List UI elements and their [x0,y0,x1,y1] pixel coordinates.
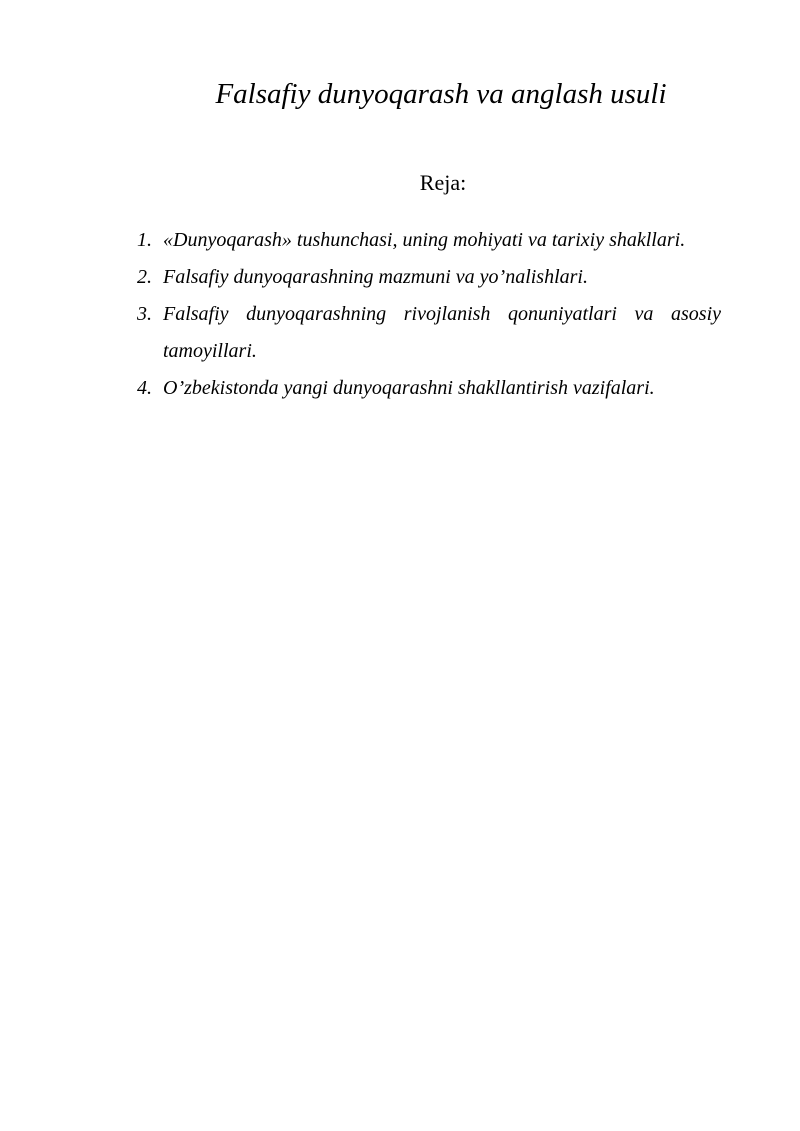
plan-item-number: 1. [137,229,152,251]
plan-item-text: Falsafiy dunyoqarashning rivojlanish qonuniyatlari va asosiy tamoyillari. [163,303,721,362]
plan-list [137,222,721,407]
plan-item-2 [137,259,721,296]
plan-item-text: Falsafiy dunyoqarashning mazmuni va yo’nalishlari. [163,266,588,288]
plan-item-number: 3. [137,303,152,325]
plan-item-number: 2. [137,266,152,288]
plan-item-number: 4. [137,377,152,399]
plan-item-4 [137,370,721,407]
plan-item-3 [137,296,721,370]
document-title: Falsafiy dunyoqarash va anglash usuli [215,78,667,110]
plan-item-1 [137,222,721,259]
plan-item-text: «Dunyoqarash» tushunchasi, uning mohiyati va tarixiy shakllari. [163,229,686,251]
plan-heading: Reja: [419,170,467,195]
plan-item-text: O’zbekistonda yangi dunyoqarashni shakllantirish vazifalari. [163,377,655,399]
